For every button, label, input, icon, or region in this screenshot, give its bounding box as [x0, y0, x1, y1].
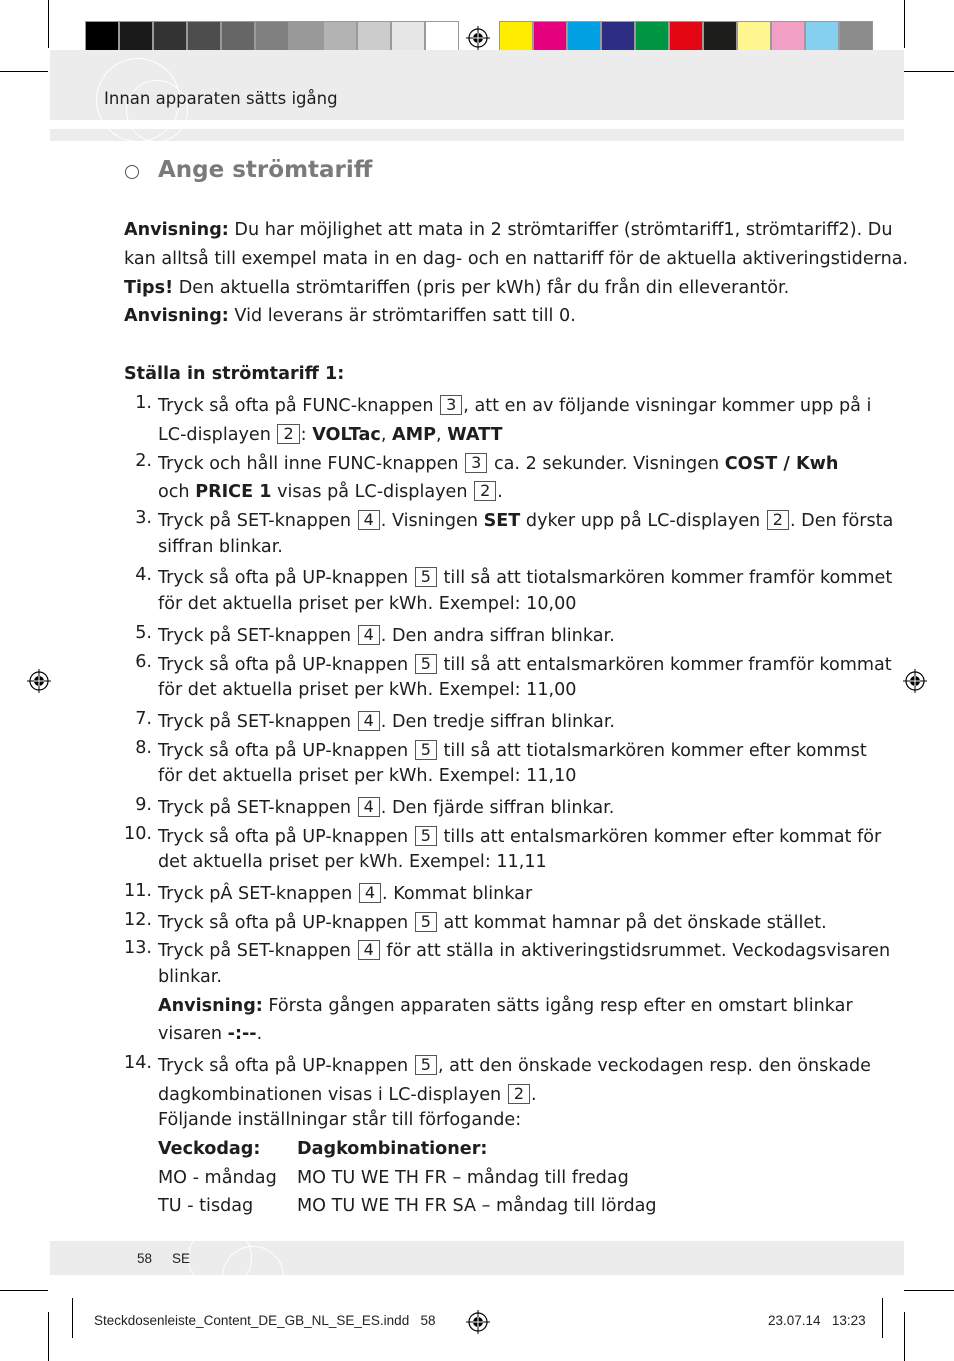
table-cell-day: MO - måndag — [158, 1168, 277, 1188]
step-line: Tryck så ofta på UP-knappen 5 till så att tiotalsmarkören kommer framför kommet — [158, 567, 893, 588]
crop-mark — [0, 1290, 48, 1291]
step-line: Tryck så ofta på UP-knappen 5 att kommat hamnar på det önskade stället. — [158, 912, 827, 933]
key-label: 2 — [767, 510, 789, 530]
table-header-weekday: Veckodag: — [158, 1139, 261, 1159]
step-number: 14. — [124, 1053, 152, 1073]
step-line: visaren -:--. — [158, 1024, 263, 1044]
key-label: 4 — [358, 797, 380, 817]
key-label: 4 — [359, 883, 381, 903]
crop-mark — [904, 71, 954, 72]
step-number: 6. — [135, 652, 152, 672]
key-label: 5 — [415, 567, 437, 587]
step-line: blinkar. — [158, 967, 222, 987]
step-line: LC-displayen 2 : VOLTac, AMP, WATT — [158, 424, 503, 445]
step-line: Följande inställningar står till förfogande: — [158, 1110, 522, 1130]
print-timestamp: 23.07.14 13:23 — [768, 1313, 866, 1328]
registration-mark-icon — [466, 26, 490, 50]
step-line: Tryck så ofta på FUNC-knappen 3 , att en av följande visningar kommer upp på i — [158, 395, 872, 416]
crop-mark — [904, 0, 905, 48]
key-label: 5 — [415, 654, 437, 674]
intro-line: Anvisning: Du har möjlighet att mata in 2 strömtariffer (strömtariff1, strömtariff2). Du — [124, 220, 893, 240]
page-title: Ange strömtariff — [158, 157, 373, 183]
key-label: 4 — [358, 510, 380, 530]
crop-mark — [882, 1298, 883, 1338]
crop-mark — [48, 1312, 49, 1361]
key-label: 2 — [474, 481, 496, 501]
step-number: 9. — [135, 795, 152, 815]
registration-mark-icon — [466, 1310, 490, 1334]
crop-mark — [72, 1298, 73, 1338]
step-line: Tryck på SET-knappen 4 . Den andra siffran blinkar. — [158, 625, 615, 646]
registration-mark-icon — [903, 669, 927, 693]
step-number: 11. — [124, 881, 152, 901]
step-number: 4. — [135, 565, 152, 585]
key-label: 3 — [440, 395, 462, 415]
step-line: Tryck på SET-knappen 4 för att ställa in aktiveringstidsrummet. Veckodagsvisaren — [158, 940, 891, 961]
step-line: Anvisning: Första gången apparaten sätts igång resp efter en omstart blinkar — [158, 996, 853, 1016]
table-cell-combo: MO TU WE TH FR SA – måndag till lördag — [297, 1196, 657, 1216]
section-heading: Innan apparaten sätts igång — [104, 89, 338, 108]
table-header-combinations: Dagkombinationer: — [297, 1139, 488, 1159]
intro-line: Tips! Den aktuella strömtariffen (pris per kWh) får du från din elleverantör. — [124, 278, 790, 298]
indd-filename: Steckdosenleiste_Content_DE_GB_NL_SE_ES.indd 58 — [94, 1313, 436, 1328]
intro-line: kan alltså till exempel mata in en dag- och en nattariff för de aktuella aktiveringstiderna. — [124, 249, 909, 269]
title-bullet-icon — [125, 165, 139, 179]
crop-mark — [48, 0, 49, 48]
key-label: 5 — [415, 826, 437, 846]
step-line: Tryck så ofta på UP-knappen 5 till så att entalsmarkören kommer framför kommat — [158, 654, 892, 675]
key-label: 5 — [415, 912, 437, 932]
page-number: 58 — [137, 1251, 153, 1266]
key-label: 4 — [358, 625, 380, 645]
key-label: 4 — [358, 940, 380, 960]
intro-line: Anvisning: Vid leverans är strömtariffen satt till 0. — [124, 306, 576, 326]
table-cell-day: TU - tisdag — [158, 1196, 254, 1216]
key-label: 5 — [415, 1055, 437, 1075]
crop-mark — [904, 1312, 905, 1361]
crop-mark — [0, 71, 48, 72]
registration-mark-icon — [27, 669, 51, 693]
key-label: 2 — [508, 1084, 530, 1104]
step-number: 1. — [135, 393, 152, 413]
step-number: 3. — [135, 508, 152, 528]
key-label: 2 — [277, 424, 299, 444]
crop-mark — [904, 1290, 954, 1291]
table-cell-combo: MO TU WE TH FR – måndag till fredag — [297, 1168, 629, 1188]
step-line: för det aktuella priset per kWh. Exempel: 11,10 — [158, 766, 577, 786]
step-line: Tryck och håll inne FUNC-knappen 3 ca. 2 sekunder. Visningen COST / Kwh — [158, 453, 839, 474]
step-number: 13. — [124, 938, 152, 958]
key-label: 4 — [358, 711, 380, 731]
step-number: 10. — [124, 824, 152, 844]
step-line: Tryck på SET-knappen 4 . Den fjärde siffran blinkar. — [158, 797, 615, 818]
subheading: Ställa in strömtariff 1: — [124, 364, 345, 384]
step-line: dagkombinationen visas i LC-displayen 2 . — [158, 1084, 537, 1105]
step-line: siffran blinkar. — [158, 537, 283, 557]
step-line: det aktuella priset per kWh. Exempel: 11,11 — [158, 852, 547, 872]
step-line: för det aktuella priset per kWh. Exempel: 10,00 — [158, 594, 577, 614]
step-line: Tryck på SET-knappen 4 . Den tredje siffran blinkar. — [158, 711, 616, 732]
step-number: 7. — [135, 709, 152, 729]
decorative-circle — [222, 1246, 284, 1308]
step-line: Tryck på SET-knappen 4 . Visningen SET dyker upp på LC-displayen 2 . Den första — [158, 510, 894, 531]
step-number: 12. — [124, 910, 152, 930]
step-number: 2. — [135, 451, 152, 471]
step-number: 5. — [135, 623, 152, 643]
step-line: Tryck pÂ SET-knappen 4 . Kommat blinkar — [158, 883, 533, 904]
step-number: 8. — [135, 738, 152, 758]
step-line: Tryck så ofta på UP-knappen 5 tills att entalsmarkören kommer efter kommat för — [158, 826, 882, 847]
step-line: Tryck så ofta på UP-knappen 5 till så att tiotalsmarkören kommer efter kommst — [158, 740, 867, 761]
language-code: SE — [172, 1251, 191, 1266]
step-line: Tryck så ofta på UP-knappen 5 , att den önskade veckodagen resp. den önskade — [158, 1055, 871, 1076]
step-line: och PRICE 1 visas på LC-displayen 2 . — [158, 481, 503, 502]
key-label: 3 — [465, 453, 487, 473]
step-line: för det aktuella priset per kWh. Exempel: 11,00 — [158, 680, 577, 700]
key-label: 5 — [415, 740, 437, 760]
